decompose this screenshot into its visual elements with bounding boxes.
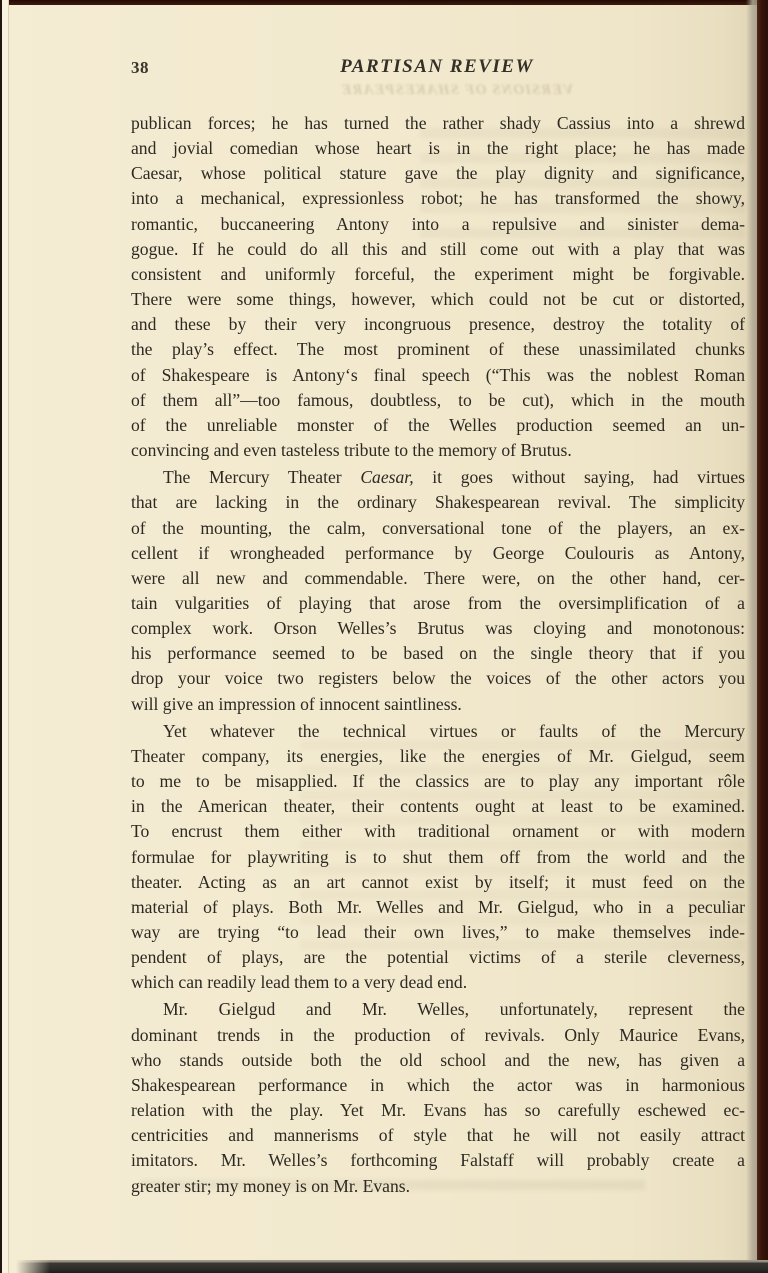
text-line: dominant trends in the production of revivals. Only Maurice Evans, [131,1024,745,1045]
text-line: Shakespearean performance in which the actor was in harmonious [131,1074,745,1095]
text-line: tain vulgarities of playing that arose from the oversimplification of a [131,592,745,613]
text-line: romantic, buccaneering Antony into a repulsive and sinister dema- [131,213,745,234]
text-line: There were some things, however, which could not be cut or distorted, [131,289,745,310]
text-line: Mr. Gielgud and Mr. Welles, unfortunately, represent the [163,999,745,1020]
text-line: will give an impression of innocent saintliness. [131,693,462,714]
text-line: To encrust them either with traditional ornament or with modern [131,821,745,842]
text-line: of Shakespeare is Antony‘s final speech (“This was the noblest Roman [131,364,745,385]
text-line: were all new and commendable. There were, on the other hand, cer- [131,567,745,588]
page-number: 38 [131,58,149,77]
scan-top-edge [0,0,768,5]
text-line: his performance seemed to be based on the single theory that if you [131,643,745,664]
page-curl-shadow [746,0,757,1273]
text-line: cellent if wrongheaded performance by George Coulouris as Antony, [131,542,745,563]
text-line: greater stir; my money is on Mr. Evans. [131,1175,411,1196]
verso-ghost-header: VERSIONS OF SHAKESPEARE [340,82,574,98]
text-line: that are lacking in the ordinary Shakespearean revival. The simplicity [131,492,745,513]
text-line: gogue. If he could do all this and still come out with a play that was [131,238,745,259]
text-line [131,465,745,490]
text-line: consistent and uniformly forceful, the experiment might be forgivable. [131,263,745,284]
text-line: Caesar, whose political stature gave the play dignity and significance, [131,163,745,184]
text-line: into a mechanical, expressionless robot; he has transformed the showy, [131,188,745,209]
text-line: Yet whatever the technical virtues or faults of the Mercury [163,720,745,741]
text-line: publican forces; he has turned the rather shady Cassius into a shrewd [131,113,745,133]
text-line: in the American theater, their contents ought at least to be examined. [131,796,745,817]
text-segment: it goes without saying, had virtues [413,467,745,488]
text-line: to me to be misapplied. If the classics are to play any important rôle [131,771,745,792]
page-left-margin-strip [2,0,9,1273]
text-line: drop your voice two registers below the voices of the other actors you [131,668,745,689]
text-line: imitators. Mr. Welles’s forthcoming Falstaff will probably create a [131,1150,745,1171]
paragraph [131,111,745,463]
italic-text-segment: Caesar, [360,467,414,488]
text-line: relation with the play. Yet Mr. Evans has so carefully eschewed ec- [131,1100,745,1121]
text-segment: The Mercury Theater [163,467,361,488]
text-line: complex work. Orson Welles’s Brutus was cloying and monotonous: [131,618,745,639]
scan-bottom-bar [16,1260,768,1273]
text-line: and jovial comedian whose heart is in the right place; he has made [131,138,745,159]
binding-edge [757,0,768,1273]
text-line: and these by their very incongruous presence, destroy the totality of [131,314,745,335]
text-line: who stands outside both the old school and the new, has given a [131,1049,745,1070]
article-text [131,111,745,1199]
text-line: formulae for playwriting is to shut them off from the world and the [131,846,745,867]
paragraph [131,997,745,1198]
journal-title: PARTISAN REVIEW [340,56,534,77]
text-line: of the unreliable monster of the Welles production seemed an un- [131,414,745,435]
text-line: convincing and even tasteless tribute to the memory of Brutus. [131,440,572,461]
paragraph [131,719,745,996]
text-line: material of plays. Both Mr. Welles and Mr. Gielgud, who in a peculiar [131,896,745,917]
text-line: centricities and mannerisms of style that he will not easily attract [131,1125,745,1146]
text-line: the play’s effect. The most prominent of these unassimilated chunks [131,339,745,360]
text-line: way are trying “to lead their own lives,” to make themselves inde- [131,922,745,942]
paragraph [131,465,745,717]
text-line: Theater company, its energies, like the energies of Mr. Gielgud, seem [131,745,745,766]
text-line: pendent of plays, are the potential victims of a sterile cleverness, [131,947,745,968]
text-line: of the mounting, the calm, conversational tone of the players, an ex- [131,517,745,538]
text-line: of them all”—too famous, doubtless, to be cut), which in the mouth [131,389,745,410]
text-line: theater. Acting as an art cannot exist by itself; it must feed on the [131,871,745,892]
text-line: which can readily lead them to a very dead end. [131,972,468,993]
